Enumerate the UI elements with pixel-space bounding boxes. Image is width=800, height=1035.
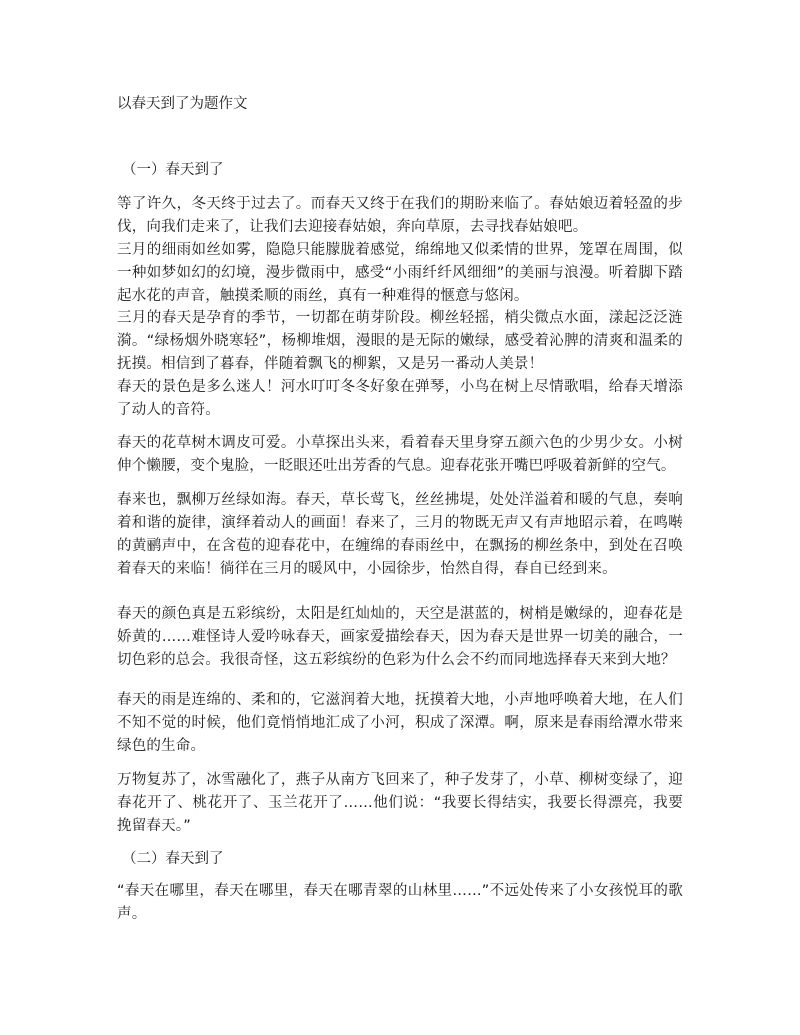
section-heading-2: （二）春天到了 <box>122 851 224 867</box>
paragraph: 三月的细雨如丝如雾，隐隐只能朦胧着感觉，绵绵地又似柔情的世界，笼罩在周围，似一种如梦如幻的幻境，漫步微雨中，感受“小雨纤纤风细细”的美丽与浪漫。听着脚下踏起水花的声音，触摸柔顺的雨丝，真有一种难得的惬意与悠闲。 <box>117 242 683 304</box>
paragraph: 春天的景色是多么迷人！河水叮叮冬冬好象在弹琴，小鸟在树上尽情歌唱，给春天增添了动人的音符。 <box>117 379 683 418</box>
document-title: 以春天到了为题作文 <box>117 96 248 112</box>
paragraph: 春天的雨是连绵的、柔和的，它滋润着大地，抚摸着大地，小声地呼唤着大地，在人们不知不觉的时候，他们竟悄悄地汇成了小河，积成了深潭。啊，原来是春雨给潭水带来绿色的生命。 <box>117 692 683 754</box>
paragraph: “春天在哪里，春天在哪里，春天在哪青翠的山林里……”不远处传来了小女孩悦耳的歌声。 <box>117 883 683 922</box>
paragraph: 等了许久，冬天终于过去了。而春天又终于在我们的期盼来临了。春姑娘迈着轻盈的步伐，向我们走来了，让我们去迎接春姑娘，奔向草原，去寻找春姑娘吧。 <box>117 196 683 235</box>
paragraph: 三月的春天是孕育的季节，一切都在萌芽阶段。柳丝轻摇，梢尖微点水面，漾起泛泛涟漪。“绿杨烟外晓寒轻”，杨柳堆烟，漫眼的是无际的嫩绿，感受着沁脾的清爽和温柔的抚摸。相信到了暮春，伴随着飘飞的柳絮，又是另一番动人美景！ <box>117 310 683 372</box>
paragraph: 万物复苏了，冰雪融化了，燕子从南方飞回来了，种子发芽了，小草、柳树变绿了，迎春花开了、桃花开了、玉兰花开了……他们说：“我要长得结实，我要长得漂亮，我要挽留春天。” <box>117 772 683 834</box>
section-heading-1: （一）春天到了 <box>122 162 224 178</box>
paragraph: 春天的花草树木调皮可爱。小草探出头来，看着春天里身穿五颜六色的少男少女。小树伸个懒腰，变个鬼脸，一眨眼还吐出芳香的气息。迎春花张开嘴巴呼吸着新鲜的空气。 <box>117 435 683 474</box>
paragraph: 春天的颜色真是五彩缤纷，太阳是红灿灿的，天空是湛蓝的，树梢是嫩绿的，迎春花是娇黄的……难怪诗人爱吟咏春天，画家爱描绘春天，因为春天是世界一切美的融合，一切色彩的总会。我很奇怪，这五彩缤纷的色彩为什么会不约而同地选择春天来到大地？ <box>117 606 683 668</box>
paragraph: 春来也，飘柳万丝绿如海。春天，草长莺飞，丝丝拂堤，处处洋溢着和暖的气息，奏响着和谐的旋律，演绎着动人的画面！春来了，三月的物既无声又有声地昭示着，在鸣啭的黄鹂声中，在含苞的迎春花中，在缠绵的春雨丝中，在飘扬的柳丝条中，到处在召唤着春天的来临！徜徉在三月的暖风中，小园徐步，怡然自得，春自已经到来。 <box>117 492 683 577</box>
